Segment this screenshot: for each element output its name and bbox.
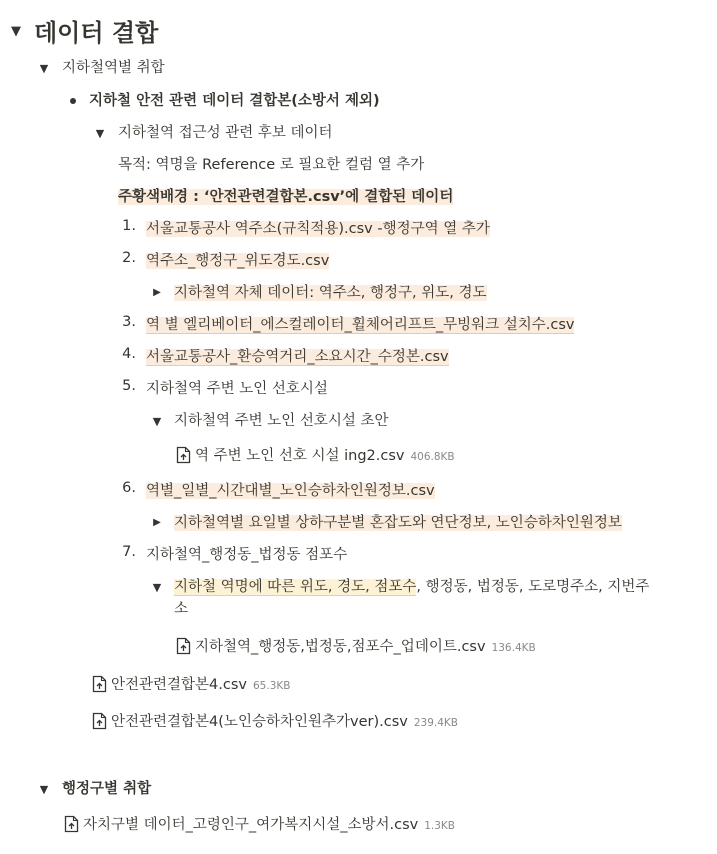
- list-number: 4.: [122, 346, 136, 362]
- list-item-3: 역 별 엘리베이터_에스컬레이터_휠체어리프트_무빙워크 설치수.csv: [146, 317, 575, 333]
- list-number: 3.: [122, 314, 136, 330]
- list-item-6: 역별_일별_시간대별_노인승하차인원정보.csv: [146, 483, 435, 499]
- list-number: 1.: [122, 218, 136, 234]
- toggle-right-icon[interactable]: ▶: [153, 287, 161, 298]
- toggle-item-6-sub[interactable]: 지하철역별 요일별 상하구분별 혼잡도와 연단정보, 노인승하차인원정보: [174, 515, 622, 531]
- file-upload-icon: [92, 675, 107, 693]
- file-name: 역 주변 노인 선호 시설 ing2.csv: [195, 448, 405, 464]
- list-item-5: 지하철역 주변 노인 선호시설: [146, 381, 328, 397]
- file-attachment[interactable]: [92, 711, 458, 734]
- file-name: 안전관련결합본4.csv: [111, 677, 247, 693]
- list-number: 5.: [122, 378, 136, 394]
- file-size: 136.4KB: [491, 642, 536, 654]
- bullet-icon: [70, 98, 76, 104]
- file-size: 406.8KB: [410, 451, 455, 463]
- highlight-text: 지하철 역명에 따른 위도, 경도, 점포수: [174, 579, 417, 595]
- list-item-2: 역주소_행정구_위도경도.csv: [146, 253, 330, 269]
- file-attachment[interactable]: [176, 636, 536, 659]
- list-number: 6.: [122, 480, 136, 496]
- file-upload-icon: [92, 712, 107, 730]
- toggle-subway-label[interactable]: 지하철역별 취합: [62, 60, 165, 76]
- toggle-arrow-icon[interactable]: ▼: [39, 783, 49, 796]
- file-size: 239.4KB: [413, 717, 458, 729]
- list-number: 2.: [122, 250, 136, 266]
- toggle-arrow-icon[interactable]: ▼: [152, 581, 162, 594]
- orange-bg-note: 주황색배경 : ‘안전관련결합본.csv’에 결합된 데이터: [118, 189, 454, 205]
- file-attachment[interactable]: [92, 674, 290, 697]
- toggle-item-2-sub[interactable]: 지하철역 자체 데이터: 역주소, 행정구, 위도, 경도: [174, 285, 487, 301]
- page-title: 데이터 결합: [34, 19, 159, 47]
- file-upload-icon: [176, 446, 191, 464]
- file-name: 자치구별 데이터_고령인구_여가복지시설_소방서.csv: [83, 817, 419, 833]
- toggle-access-label[interactable]: 지하철역 접근성 관련 후보 데이터: [118, 125, 333, 141]
- toggle-item-5-sub[interactable]: 지하철역 주변 노인 선호시설 초안: [174, 413, 389, 429]
- file-name: 지하철역_행정동,법정동,점포수_업데이트.csv: [195, 639, 486, 655]
- toggle-district-label[interactable]: 행정구별 취합: [62, 781, 152, 797]
- file-attachment[interactable]: [176, 445, 455, 468]
- list-item-7: 지하철역_행정동_법정동 점포수: [146, 547, 348, 563]
- list-item-4: 서울교통공사_환승역거리_소요시간_수정본.csv: [146, 349, 449, 365]
- file-attachment[interactable]: [64, 814, 455, 837]
- toggle-arrow-icon[interactable]: ▼: [11, 24, 21, 39]
- toggle-arrow-icon[interactable]: ▼: [95, 127, 105, 140]
- toggle-arrow-icon[interactable]: ▼: [39, 62, 49, 75]
- toggle-arrow-icon[interactable]: ▼: [152, 415, 162, 428]
- file-size: 1.3KB: [424, 820, 456, 832]
- file-size: 65.3KB: [253, 680, 291, 692]
- sub-text: , 행정동, 법정동, 도로명주소, 지번주: [416, 579, 650, 595]
- list-number: 7.: [122, 544, 136, 560]
- toggle-right-icon[interactable]: ▶: [153, 517, 161, 528]
- toggle-item-7-sub[interactable]: [174, 576, 649, 598]
- file-name: 안전관련결합본4(노인승하차인원추가ver).csv: [111, 714, 408, 730]
- file-upload-icon: [64, 815, 79, 833]
- purpose-text: 목적: 역명을 Reference 로 필요한 컬럼 열 추가: [118, 157, 425, 173]
- safety-heading: 지하철 안전 관련 데이터 결합본(소방서 제외): [89, 93, 380, 109]
- list-item-1: 서울교통공사 역주소(규칙적용).csv -행정구역 열 추가: [146, 221, 490, 237]
- file-upload-icon: [176, 637, 191, 655]
- sub-text-wrap: 소: [174, 601, 189, 617]
